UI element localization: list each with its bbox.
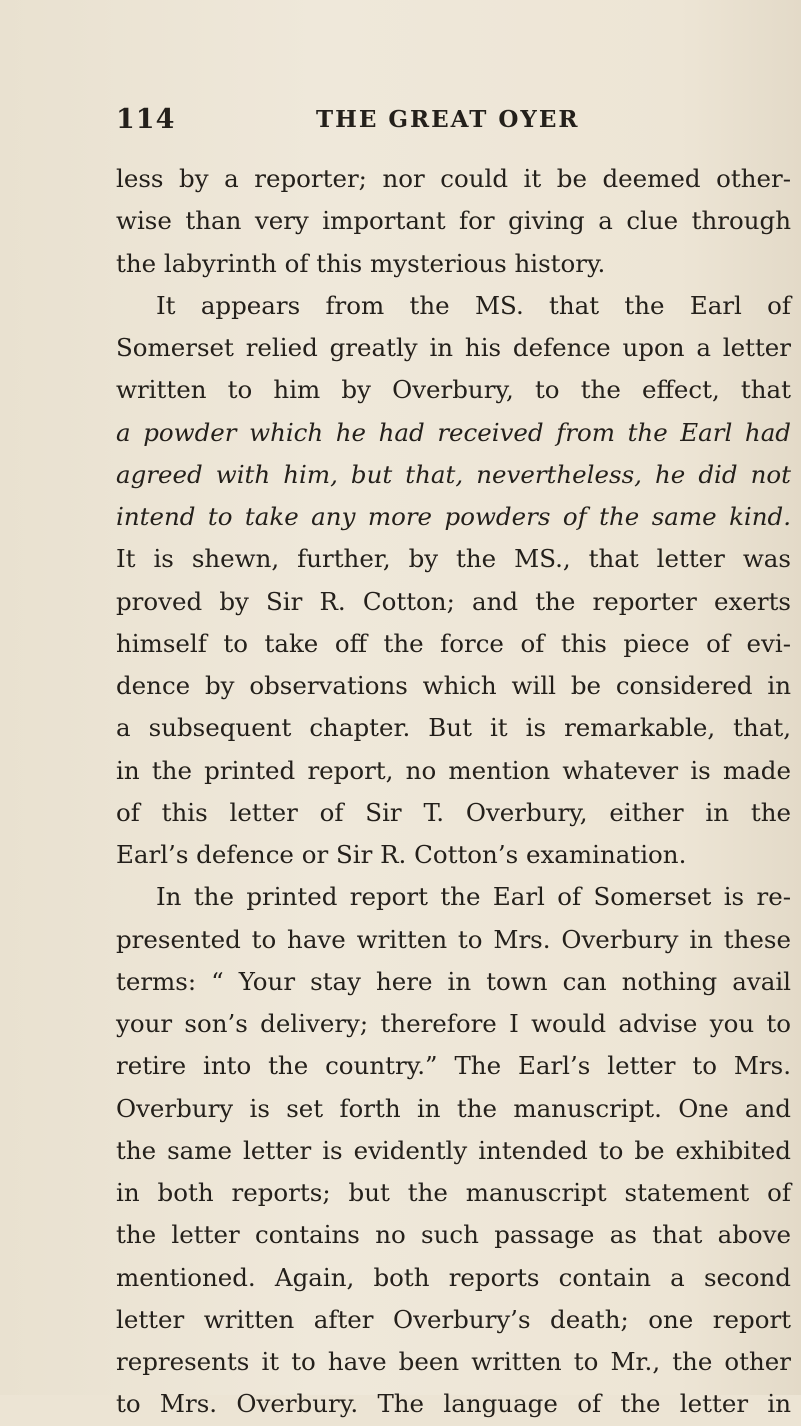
text-line: Earl’s defence or Sir R. Cotton’s examination. — [116, 840, 687, 869]
text-line: In the printed report the Earl of Somerset is re- — [156, 882, 791, 912]
page-header — [116, 104, 746, 144]
text-line: the labyrinth of this mysterious history. — [116, 248, 606, 278]
text-line: a subsequent chapter. But it is remarkable, that, — [116, 713, 791, 743]
text-line: represents it to have been written to Mr., the other — [116, 1347, 791, 1376]
text-line: wise than very important for giving a clue through — [116, 206, 791, 236]
text-line: a powder which he had received from the Earl had — [116, 417, 791, 447]
text-line: letter written after Overbury’s death; one report — [116, 1304, 791, 1334]
text-line: written to him by Overbury, to the effect, that — [116, 375, 791, 405]
text-line: dence by observations which will be considered in — [116, 671, 791, 700]
text-line: presented to have written to Mrs. Overbury in these — [116, 924, 791, 954]
text-line: Overbury is set forth in the manuscript. One and — [116, 1093, 791, 1123]
running-head: THE GREAT OYER — [316, 106, 580, 133]
page-number: 114 — [116, 104, 176, 135]
text-line: your son’s delivery; therefore I would advise you to — [116, 1009, 791, 1038]
text-line: in both reports; but the manuscript statement of — [116, 1178, 791, 1207]
body-text — [116, 158, 791, 1426]
text-line: the same letter is evidently intended to be exhibited — [116, 1135, 791, 1165]
text-line: intend to take any more powders of the same kind. — [116, 502, 791, 531]
text-line: terms: “ Your stay here in town can nothing avail — [116, 966, 791, 996]
text-line: proved by Sir R. Cotton; and the reporter exerts — [116, 586, 791, 616]
text-line: in the printed report, no mention whatever is made — [116, 755, 791, 785]
text-line: mentioned. Again, both reports contain a second — [116, 1262, 791, 1292]
text-line: It appears from the MS. that the Earl of — [156, 290, 791, 320]
text-line: himself to take off the force of this piece of evi- — [116, 628, 791, 658]
text-line: Somerset relied greatly in his defence upon a letter — [116, 333, 791, 362]
text-line: the letter contains no such passage as that above — [116, 1220, 791, 1250]
text-line: It is shewn, further, by the MS., that letter was — [116, 544, 791, 574]
text-line: of this letter of Sir T. Overbury, either in the — [116, 797, 791, 827]
text-line: retire into the country.” The Earl’s letter to Mrs. — [116, 1051, 791, 1081]
text-line: to Mrs. Overbury. The language of the letter in — [116, 1389, 791, 1419]
text-line: agreed with him, but that, nevertheless, he did not — [116, 459, 791, 489]
text-line: less by a reporter; nor could it be deemed other- — [116, 164, 791, 193]
